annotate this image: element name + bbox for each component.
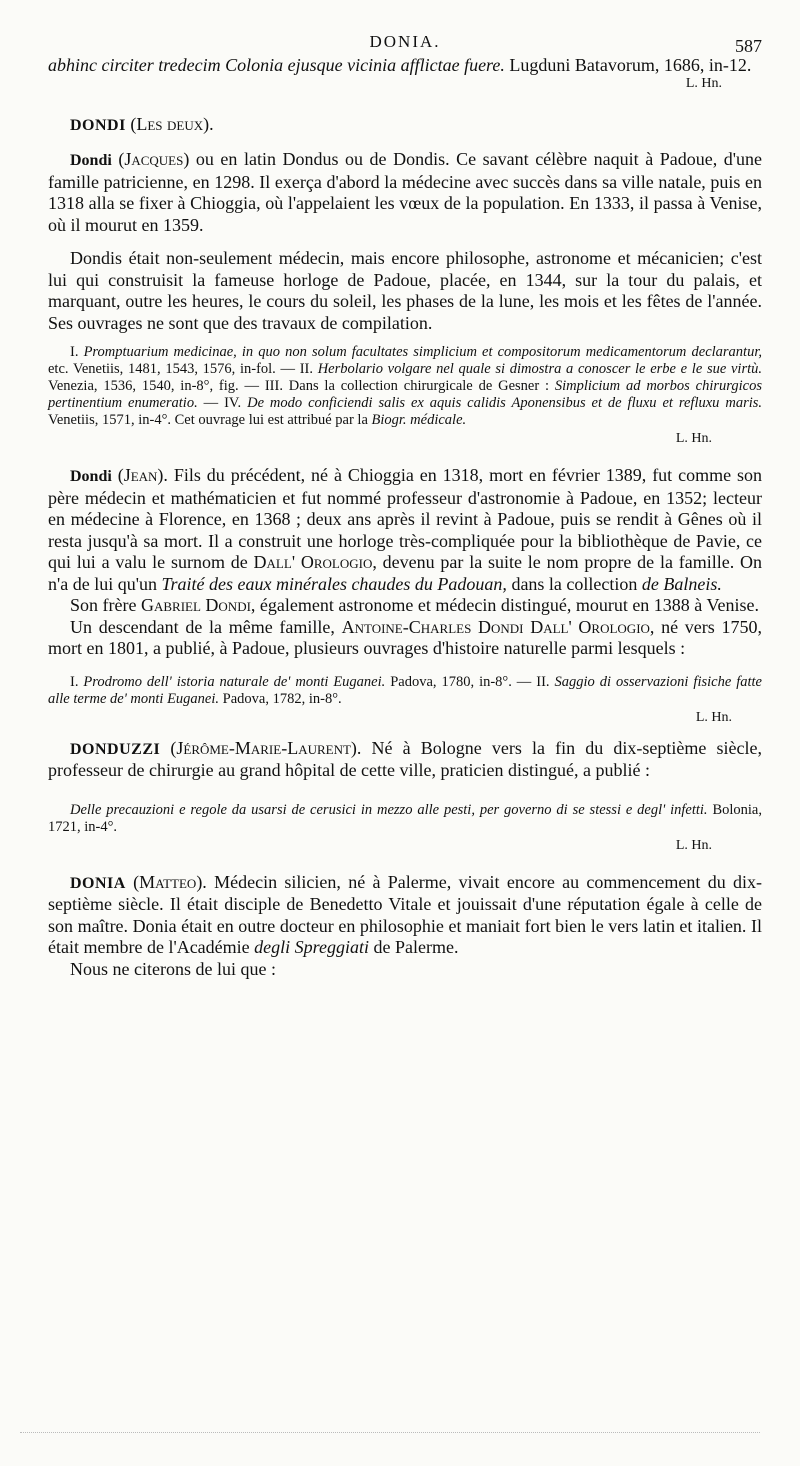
entry-paragraph-donia-1: DONIA (Matteo). Médecin silicien, né à Palerme, vivait encore au commencement du dix-septième siècle. Il était disciple de Benedetto Vitale et jouissait d'une réputation égale à celle de son maître. Donia était en outre docteur en philosophie et maniait fort bien le vers latin et italien. Il était membre de l'Académie degli Spreggiati de Palerme. bbox=[48, 871, 762, 957]
entry-paragraph-jean-1: Dondi (Jean). Fils du précédent, né à Chioggia en 1318, mort en février 1389, fut comme son père médecin et mathématicien et fut nommé professeur d'astronomie à Padoue, en 1352; lecteur en médecine à Florence, en 1368 ; deux ans après il revint à Padoue, puis se rendit à Gênes où il resta jusqu'à sa mort. Il a construit une horloge très-compliquée pour la bibliothèque de Pavie, ce qui lui a valu le surnom de Dall' Orologio, devenu par la suite le nom propre de la famille. On n'a de lui qu'un Traité des eaux minérales chaudes du Padouan, dans la collection de Balneis. bbox=[48, 465, 762, 594]
entry-paragraph-jacques-1 bbox=[48, 149, 762, 236]
bibliography-donduzzi: Delle precauzioni e regole da usarsi de cerusici in mezzo alle pesti, per governo di se stessi e degl' infetti. Bolonia, 1721, in-4°. bbox=[48, 801, 762, 835]
signature: L. Hn. bbox=[685, 76, 722, 91]
continuation-rest: Lugduni Batavorum, 1686, in-12. bbox=[504, 55, 752, 75]
entry-paragraph-donia-2: Nous ne citerons de lui que : bbox=[70, 958, 276, 979]
signature: L. Hn. bbox=[675, 837, 712, 853]
signature: L. Hn. bbox=[675, 431, 712, 446]
entry-given-name: (Jacques) bbox=[118, 149, 190, 169]
continuation-paragraph bbox=[48, 56, 762, 75]
page-number: 587 bbox=[735, 36, 762, 56]
entry-paragraph-jacques-2: Dondis était non-seulement médecin, mais encore philosophe, astronome et mécanicien; c'est lui qui construisit la fameuse horloge de Padoue, placée, en 1344, sur la tour du palais, et marquant, outre les heures, le cours du soleil, les phases de la lune, les mois et les fêtes de l'année. Ses ouvrages ne sont que des travaux de compilation. bbox=[48, 248, 762, 333]
bottom-rule bbox=[20, 1432, 760, 1433]
bibliography-jacques: I. Promptuarium medicinae, in quo non solum facultates simplicium et compositorum medicamentorum declarantur, etc. Venetiis, 1481, 1543, 1576, in-fol. — II. Herbolario volgare nel quale si dimostra a conoscer le erbe e le sue virtù. Venezia, 1536, 1540, in-8°, fig. — III. Dans la collection chirurgicale de Gesner : Simplicium ad morbos chirurgicos pertinentium enumeratio. — IV. De modo conficiendi salis ex aquis calidis Aponensibus et de fluxu et refluxu maris. Venetiis, 1571, in-4°. Cet ouvrage lui est attribué par la Biogr. médicale. bbox=[48, 344, 763, 428]
running-head bbox=[48, 28, 762, 56]
signature: L. Hn. bbox=[695, 709, 732, 725]
paragraph-text: ou en latin Dondus ou de Dondis. Ce savant célèbre naquit à Padoue, d'une famille patricienne, en 1298. Il exerça d'abord la médecine avec succès dans sa ville natale, puis en 1318 alla se fixer à Chioggia, où l'appelaient les vœux de la population. En 1333, il passa à Venise, où il mourut en 1359. bbox=[48, 149, 762, 235]
entry-paragraph-jean-3: Un descendant de la même famille, Antoine-Charles Dondi Dall' Orologio, né vers 1750, mort en 1801, a publié, à Padoue, plusieurs ouvrages d'histoire naturelle parmi lesquels : bbox=[48, 616, 763, 658]
entry-paragraph-jean-2: Son frère Gabriel Dondi, également astronome et médecin distingué, mourut en 1388 à Venise. bbox=[70, 595, 759, 615]
running-title: DONIA. bbox=[369, 32, 441, 51]
entry-heading-dondi bbox=[48, 114, 762, 135]
entry-qualifier: (Les deux). bbox=[130, 114, 214, 134]
entry-lead: Dondi bbox=[70, 152, 112, 169]
entry-paragraph-donduzzi: DONDUZZI (Jérôme-Marie-Laurent). Né à Bologne vers la fin du dix-septième siècle, professeur de chirurgie au grand hôpital de cette ville, praticien distingué, a publié : bbox=[48, 737, 762, 780]
bibliography-jean: I. Prodromo dell' istoria naturale de' monti Euganei. Padova, 1780, in-8°. — II. Saggio di osservazioni fisiche fatte alle terme de' monti Euganei. Padova, 1782, in-8°. bbox=[48, 673, 762, 707]
entry-name: DONDI bbox=[70, 117, 126, 134]
continuation-italic: abhinc circiter tredecim Colonia ejusque vicinia afflictae fuere. bbox=[48, 55, 505, 75]
